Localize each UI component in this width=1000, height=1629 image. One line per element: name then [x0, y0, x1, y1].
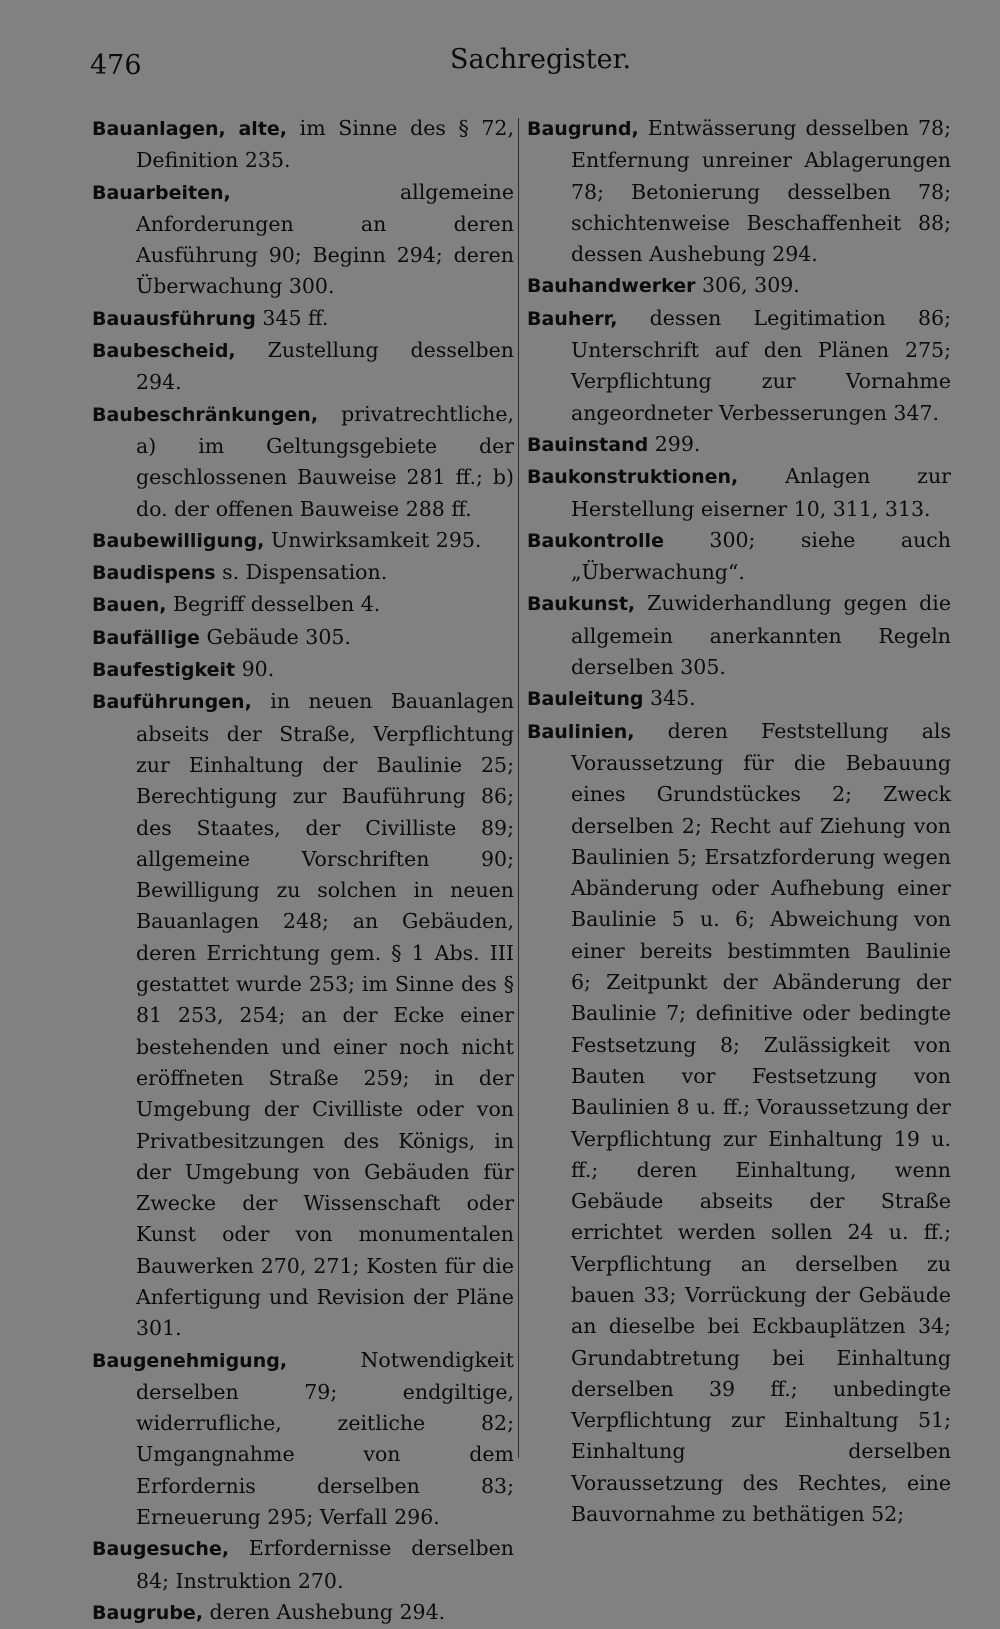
index-entry — [92, 399, 514, 525]
entry-term: Baulinien, — [527, 720, 635, 743]
entry-text: 345 ff. — [255, 305, 329, 330]
index-entry — [92, 622, 514, 654]
entry-text: Zustellung desselben 294. — [136, 338, 514, 395]
index-entry — [92, 654, 514, 686]
entry-term: Bauherr, — [527, 307, 618, 330]
index-entry — [527, 113, 951, 270]
entry-term: Baukontrolle — [527, 529, 664, 552]
entry-term: Baufällige — [92, 626, 200, 649]
entry-term: Baubewilligung, — [92, 529, 265, 552]
entry-text: 300; siehe auch „Überwachung“. — [571, 527, 951, 585]
entry-term: Bauinstand — [527, 433, 649, 456]
index-entry — [527, 588, 951, 683]
entry-text: Unwirksamkeit 295. — [264, 527, 482, 552]
entry-text: in neuen Bauanlagen abseits der Straße, Verpflichtung zur Einhaltung der Baulinie 25; Berechtigung zur Bauführung 86; des Staates, der Civilliste 89; allgemeine Vorschriften 90; Bewilligung zu solchen in neuen Bauanlagen 248; an Gebäuden, deren Errichtung gem. § 1 Abs. III gestattet wurde 253; im Sinne des § 81 253, 254; an der Ecke einer bestehenden und einer noch nicht eröffneten Straße 259; in der Umgebung der Civilliste oder von Privatbesitzungen des Königs, in der Umgebung von Gebäuden für Zwecke der Wissenschaft oder Kunst oder von monumentalen Bauwerken 270, 271; Kosten für die Anfertigung und Revision der Pläne 301. — [136, 689, 514, 1341]
entry-term: Bauführungen, — [92, 691, 252, 714]
entry-term: Baudispens — [92, 562, 216, 585]
entry-term: Bauarbeiten, — [92, 181, 231, 204]
index-entry — [527, 429, 951, 461]
index-entry — [92, 303, 514, 335]
entry-term: Bauleitung — [527, 688, 644, 711]
index-entry — [527, 270, 951, 302]
entry-text: 299. — [648, 431, 701, 456]
entry-term: Baugrube, — [92, 1601, 204, 1624]
running-head: Sachregister. — [450, 44, 632, 75]
index-column-right — [527, 113, 951, 1530]
entry-text: allgemeine Anforderungen an deren Ausführung 90; Beginn 294; deren Überwachung 300. — [136, 179, 514, 299]
entry-term: Baukonstruktionen, — [527, 466, 739, 489]
entry-text: Anlagen zur Herstellung eiserner 10, 311, 313. — [571, 464, 951, 521]
index-entry — [527, 461, 951, 525]
entry-term: Bauhandwerker — [527, 275, 696, 298]
index-entry — [92, 686, 514, 1344]
index-entry — [92, 335, 514, 399]
entry-text: privatrechtliche, a) im Geltungsgebiete der geschlossenen Bauweise 281 ff.; b) do. der offenen Bauweise 288 ff. — [136, 401, 514, 521]
entry-text: Entwässerung desselben 78; Entfernung unreiner Ablagerungen 78; Betonierung desselben 78; schichtenweise Beschaffenheit 88; dessen Aushebung 294. — [571, 116, 951, 267]
entry-term: Baugrund, — [527, 118, 639, 140]
entry-term: Bauausführung — [92, 307, 256, 330]
index-entry — [527, 303, 951, 429]
entry-term: Baukunst, — [527, 593, 636, 616]
index-entry — [92, 1533, 514, 1597]
entry-text: Zuwiderhandlung gegen die allgemein anerkannten Regeln derselben 305. — [571, 591, 951, 680]
index-entry — [92, 1345, 514, 1534]
entry-text: dessen Legitimation 86; Unterschrift auf den Plänen 275; Verpflichtung zur Vornahme angeordneter Verbesserungen 347. — [571, 305, 951, 425]
index-entry — [92, 525, 514, 557]
index-entry — [92, 113, 514, 177]
entry-term: Bauanlagen, alte, — [92, 118, 288, 140]
index-entry — [527, 525, 951, 589]
entry-text: deren Aushebung 294. — [203, 1599, 446, 1624]
entry-term: Baufestigkeit — [92, 659, 236, 682]
entry-term: Baubeschränkungen, — [92, 403, 319, 426]
entry-text: Gebäude 305. — [199, 624, 351, 649]
entry-text: 345. — [643, 686, 696, 711]
entry-text: 306, 309. — [695, 273, 800, 298]
entry-term: Baubescheid, — [92, 340, 236, 363]
index-entry — [527, 683, 951, 715]
index-entry — [92, 589, 514, 621]
entry-text: Begriff desselben 4. — [166, 592, 381, 617]
entry-text: Erfordernisse derselben 84; Instruktion 270. — [136, 1536, 514, 1593]
entry-term: Baugesuche, — [92, 1538, 230, 1561]
index-entry — [92, 557, 514, 589]
entry-term: Baugenehmigung, — [92, 1349, 288, 1372]
index-entry — [92, 177, 514, 303]
entry-term: Bauen, — [92, 594, 167, 617]
entry-text: 90. — [235, 657, 275, 682]
index-entry — [527, 716, 951, 1531]
column-divider — [518, 118, 519, 1458]
index-column-left — [92, 113, 514, 1629]
page-number: 476 — [90, 50, 142, 81]
entry-text: Notwendigkeit derselben 79; endgiltige, widerrufliche, zeitliche 82; Umgangnahme von dem Erfordernis derselben 83; Erneuerung 295; Verfall 296. — [136, 1347, 514, 1530]
entry-text: deren Feststellung als Voraussetzung für die Bebauung eines Grundstückes 2; Zweck derselben 2; Recht auf Ziehung von Baulinien 5; Ersatzforderung wegen Abänderung oder Aufhebung einer Baulinie 5 u. 6; Abweichung von einer bereits bestimmten Baulinie 6; Zeitpunkt der Abänderung der Baulinie 7; definitive oder bedingte Festsetzung 8; Zulässigkeit von Bauten vor Festsetzung von Baulinien 8 u. ff.; Voraussetzung der Verpflichtung zur Einhaltung 19 u. ff.; deren Einhaltung, wenn Gebäude abseits der Straße errichtet werden sollen 24 u. ff.; Verpflichtung an derselben zu bauen 33; Vorrückung der Gebäude an dieselbe bei Eckbauplätzen 34; Grundabtretung bei Einhaltung derselben 39 ff.; unbedingte Verpflichtung zur Einhaltung 51; Einhaltung derselben Voraussetzung des Rechtes, eine Bauvornahme zu bethätigen 52; — [571, 718, 951, 1527]
entry-text: im Sinne des § 72, Definition 235. — [136, 116, 514, 173]
index-entry — [92, 1597, 514, 1629]
entry-text: s. Dispensation. — [215, 560, 388, 585]
